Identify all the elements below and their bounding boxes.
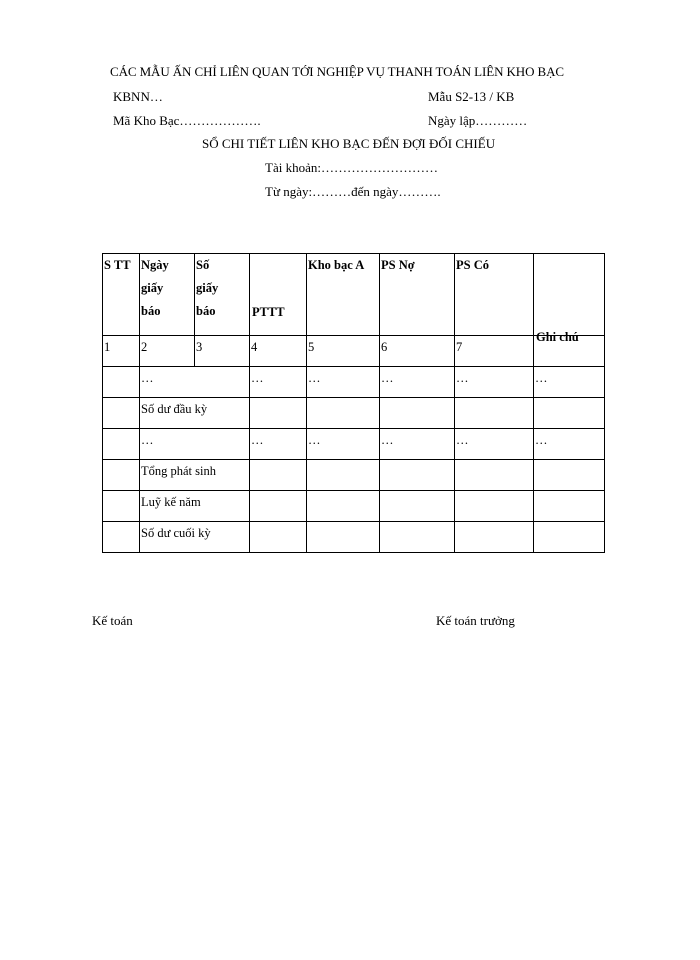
- table-cell: …: [250, 367, 307, 398]
- table-cell: …: [380, 429, 455, 460]
- table-cell: …: [380, 367, 455, 398]
- header-treasury-a: Kho bạc A: [307, 254, 380, 336]
- table-cell: 4: [250, 336, 307, 367]
- header-notice-number: Số giấy báo: [195, 254, 250, 336]
- table-cell: 7: [455, 336, 534, 367]
- treasury-code-field: Mã Kho Bạc……………….: [113, 113, 261, 128]
- table-cell: [307, 398, 380, 429]
- table-cell: [307, 522, 380, 553]
- table-cell: …: [534, 429, 605, 460]
- table-cell: [103, 491, 140, 522]
- date-range-field: Từ ngày:………đến ngày……….: [265, 184, 441, 199]
- table-cell: …: [307, 367, 380, 398]
- table-cell: 6: [380, 336, 455, 367]
- opening-balance-label: Số dư đầu kỳ: [140, 398, 250, 429]
- table-cell: [534, 491, 605, 522]
- table-cell: 5: [307, 336, 380, 367]
- table-cell: [103, 460, 140, 491]
- table-cell: [455, 522, 534, 553]
- table-cell: [534, 522, 605, 553]
- report-title: SỔ CHI TIẾT LIÊN KHO BẠC ĐẾN ĐỢI ĐỐI CHIẾU: [202, 136, 496, 151]
- table-cell: [380, 491, 455, 522]
- table-cell: [380, 460, 455, 491]
- table-cell: [455, 491, 534, 522]
- table-cell: [103, 398, 140, 429]
- table-row: [103, 398, 605, 429]
- table-cell: 2: [140, 336, 195, 367]
- table-cell: …: [307, 429, 380, 460]
- table-row: [103, 429, 605, 460]
- table-cell: [307, 491, 380, 522]
- table-cell: [103, 522, 140, 553]
- table-cell: …: [140, 429, 250, 460]
- table-cell: [534, 398, 605, 429]
- table-row: [103, 367, 605, 398]
- table-cell: 1: [103, 336, 140, 367]
- table-header-row: [103, 254, 605, 336]
- table-cell: [250, 522, 307, 553]
- ledger-table: [102, 253, 605, 553]
- chief-accountant-signature-label: Kế toán trưởng: [436, 613, 515, 628]
- table-cell: [250, 491, 307, 522]
- table-cell: 3: [195, 336, 250, 367]
- kbnn-label: KBNN…: [113, 89, 163, 104]
- table-cell: [380, 398, 455, 429]
- total-arising-label: Tổng phát sinh: [140, 460, 250, 491]
- header-notes: Ghi chú: [534, 254, 605, 336]
- table-cell: [534, 460, 605, 491]
- date-created-field: Ngày lập…………: [428, 113, 528, 128]
- header-pttt: PTTT: [250, 254, 307, 336]
- header-stt: S TT: [103, 254, 140, 336]
- table-row: [103, 522, 605, 553]
- table-cell: [103, 367, 140, 398]
- table-row: [103, 460, 605, 491]
- header-credit: PS Có: [455, 254, 534, 336]
- header-notice-date: Ngày giấy báo: [140, 254, 195, 336]
- table-cell: …: [250, 429, 307, 460]
- account-field: Tài khoản:………………………: [265, 160, 438, 175]
- column-number-row: [103, 336, 605, 367]
- table-cell: …: [455, 429, 534, 460]
- year-accumulated-label: Luỹ kế năm: [140, 491, 250, 522]
- table-cell: [307, 460, 380, 491]
- table-row: [103, 491, 605, 522]
- document-heading: CÁC MẪU ẤN CHỈ LIÊN QUAN TỚI NGHIỆP VỤ THANH TOÁN LIÊN KHO BẠC: [110, 64, 564, 79]
- table-cell: [103, 429, 140, 460]
- form-code: Mẫu S2-13 / KB: [428, 89, 515, 104]
- table-cell: …: [534, 367, 605, 398]
- closing-balance-label: Số dư cuối kỳ: [140, 522, 250, 553]
- table-cell: [455, 460, 534, 491]
- table-cell: [380, 522, 455, 553]
- table-cell: [250, 398, 307, 429]
- table-cell: …: [140, 367, 250, 398]
- table-cell: …: [455, 367, 534, 398]
- accountant-signature-label: Kế toán: [92, 613, 133, 628]
- header-debit: PS Nợ: [380, 254, 455, 336]
- table-cell: [250, 460, 307, 491]
- table-cell: [455, 398, 534, 429]
